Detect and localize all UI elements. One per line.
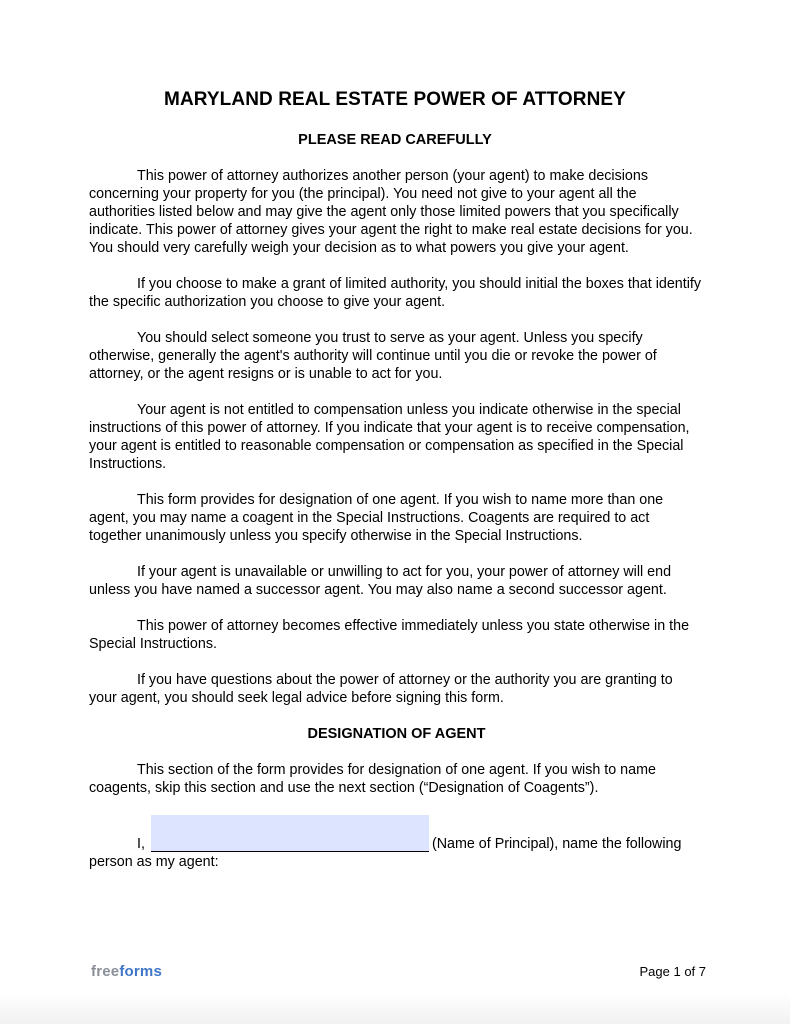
paragraph: This power of attorney authorizes another person (your agent) to make decisions concerning your property for you (the principal). You need not give to your agent all the authorities listed below and may give the agent only those limited powers that you specifically indicate. This power of attorney gives your agent the right to make real estate decisions for you. You should very carefully weigh your decision as to what powers you give your agent. bbox=[89, 168, 693, 256]
page-number: Page 1 of 7 bbox=[639, 964, 706, 979]
principal-suffix: (Name of Principal), name the following person as my agent: bbox=[89, 836, 682, 870]
document-body bbox=[89, 167, 704, 889]
freeforms-logo bbox=[91, 963, 162, 980]
document-title: MARYLAND REAL ESTATE POWER OF ATTORNEY bbox=[164, 89, 626, 110]
logo-forms-text: forms bbox=[119, 963, 163, 980]
paragraph: If you choose to make a grant of limited authority, you should initial the boxes that identify the specific authorization you choose to give your agent. bbox=[89, 276, 701, 310]
logo-free-text: free bbox=[91, 963, 120, 980]
paragraph: If you have questions about the power of attorney or the authority you are granting to your agent, you should seek legal advice before signing this form. bbox=[89, 672, 673, 706]
designation-intro: This section of the form provides for designation of one agent. If you wish to name coagents, skip this section and use the next section (“Designation of Coagents”). bbox=[89, 762, 656, 796]
principal-name-field[interactable] bbox=[151, 815, 429, 852]
paragraph: You should select someone you trust to serve as your agent. Unless you specify otherwise, generally the agent's authority will continue until you die or revoke the power of attorney, or the agent resigns or is unable to act for you. bbox=[89, 330, 657, 382]
section-heading-designation: DESIGNATION OF AGENT bbox=[307, 726, 486, 742]
page-bottom-shadow bbox=[0, 994, 790, 1024]
principal-line bbox=[89, 815, 704, 871]
paragraph: This power of attorney becomes effective immediately unless you state otherwise in the Special Instructions. bbox=[89, 618, 690, 652]
paragraph: This form provides for designation of one agent. If you wish to name more than one agent, you may name a coagent in the Special Instructions. Coagents are required to act together unanimously unless you specify otherwise in the Special Instructions. bbox=[89, 492, 664, 544]
paragraph: If your agent is unavailable or unwilling to act for you, your power of attorney will end unless you have named a successor agent. You may also name a second successor agent. bbox=[89, 564, 672, 598]
principal-prefix: I, bbox=[137, 836, 145, 852]
document-subtitle: PLEASE READ CAREFULLY bbox=[298, 132, 492, 148]
paragraph: Your agent is not entitled to compensation unless you indicate otherwise in the special instructions of this power of attorney. If you indicate that your agent is to receive compensation, your agent is entitled to reasonable compensation or compensation as specified in the Special Instructions. bbox=[89, 402, 690, 472]
